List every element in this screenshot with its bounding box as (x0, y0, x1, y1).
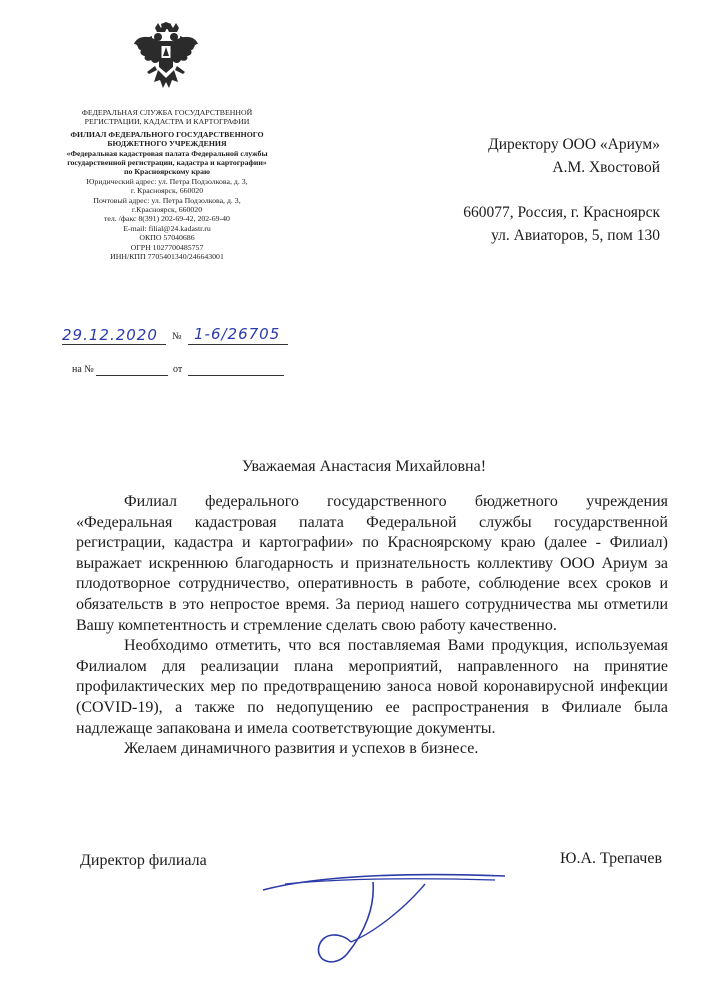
paragraph-products: Необходимо отметить, что вся поставляемая Вами продукция, используемая Филиалом для реализации плана мероприятий, направленного на принятие профилактических мер по предотвращению заноса новой коронавирусной инфекции (COVID-19), а также по недопущению ее распространения в Филиале была надлежаще запакована и имела соответствующие документы. (76, 637, 668, 737)
letterhead (62, 108, 272, 262)
signature-icon (255, 862, 515, 972)
signatory-name: Ю.А. Трепачев (560, 850, 662, 867)
branch-title: ФИЛИАЛ ФЕДЕРАЛЬНОГО ГОСУДАРСТВЕННОГО БЮДЖЕТНОГО УЧРЕЖДЕНИЯ (70, 129, 264, 149)
ogrn: ОГРН 1027700485757 (130, 242, 204, 252)
paragraph-gratitude: Филиал федерального государственного бюджетного учреждения «Федеральная кадастровая палата Федеральной службы государственной регистрации, кадастра и картографии» по Красноярскому краю (далее - Филиал) выражает искреннюю благодарность и признательность коллективу ООО Ариум за плодотворное сотрудничество, оперативность в работе, соблюдение всех сроков и обязательств в это непростое время. За период нашего сотрудничества мы отметили Вашу компетентность и стремление сделать свою работу качественно. (76, 493, 668, 634)
addressee-city: 660077, Россия, г. Красноярск (463, 204, 660, 221)
addressee-block (463, 133, 660, 247)
from-label: от (173, 364, 183, 375)
inn-kpp: ИНН/КПП 7705401340/246643001 (110, 252, 224, 262)
addressee-street: ул. Авиаторов, 5, пом 130 (491, 227, 660, 244)
letter-body (76, 492, 668, 760)
signatory-title: Директор филиала (80, 852, 207, 869)
paragraph-wishes: Желаем динамичного развития и успехов в бизнесе. (124, 740, 479, 758)
agency-name: ФЕДЕРАЛЬНАЯ СЛУЖБА ГОСУДАРСТВЕННОЙ РЕГИСТРАЦИИ, КАДАСТРА И КАРТОГРАФИИ (81, 108, 253, 127)
addressee-name: А.М. Хвостовой (552, 159, 660, 176)
registration-date: 29.12.2020 (62, 326, 158, 344)
phone-fax: тел. /факс 8(391) 202-69-42, 202-69-40 (104, 214, 230, 224)
legal-address-line-2: г. Красноярск, 660020 (130, 186, 204, 196)
legal-address-line-1: Юридический адрес: ул. Петра Подзолкова, д. 3, (86, 176, 248, 186)
reference-underline (96, 375, 168, 376)
registration-number-label: № (172, 331, 182, 342)
from-underline (188, 375, 284, 376)
email: E-mail: filial@24.kadastr.ru (123, 223, 211, 233)
reference-label: на № (72, 364, 94, 375)
postal-address-line-1: Почтовый адрес: ул. Петра Подзолкова, д. 3, (93, 195, 241, 205)
date-underline (62, 344, 166, 345)
addressee-position: Директору ООО «Ариум» (488, 136, 660, 153)
okpo: ОКПО 57040686 (139, 233, 195, 243)
eagle-emblem-icon (133, 22, 199, 96)
registration-number: 1-6/26705 (194, 325, 281, 343)
branch-region: по Красноярскому краю (124, 167, 210, 177)
branch-name: «Федеральная кадастровая палата Федеральной службы государственной регистрации, кадастра и картографии» (66, 148, 268, 168)
postal-address-line-2: г.Красноярск, 660020 (131, 205, 203, 215)
greeting: Уважаемая Анастасия Михайловна! (241, 458, 487, 475)
number-underline (188, 344, 288, 345)
